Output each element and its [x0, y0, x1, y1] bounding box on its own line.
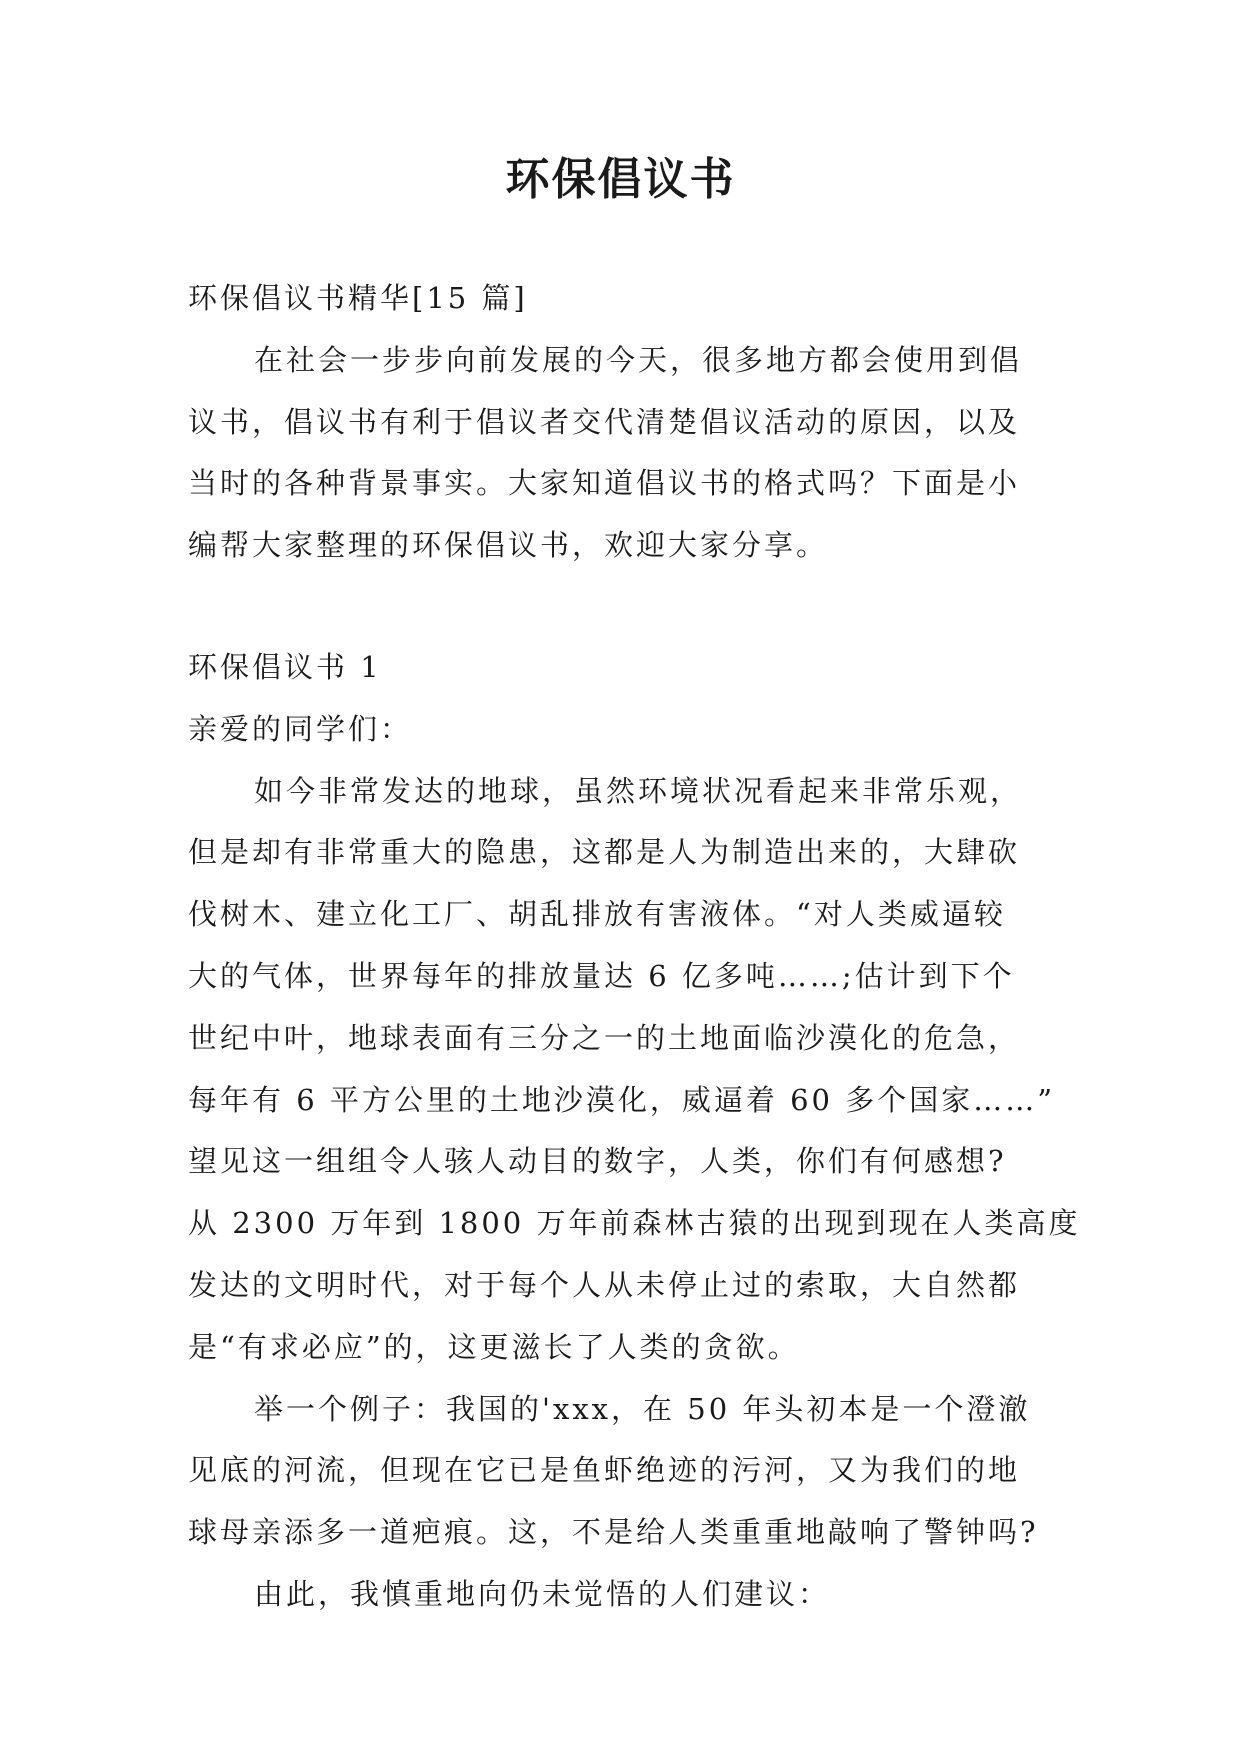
paragraph1-line: 如今非常发达的地球，虽然环境状况看起来非常乐观， [254, 773, 1023, 808]
paragraph1-line: 是“有求必应”的，这更滋长了人类的贪欲。 [188, 1329, 800, 1364]
document-subtitle: 环保倡议书精华[15 篇] [188, 281, 528, 315]
paragraph1-line: 世纪中叶，地球表面有三分之一的土地面临沙漠化的危急， [188, 1020, 1021, 1055]
paragraph2-line: 见底的河流，但现在它已是鱼虾绝迹的污河，又为我们的地 [188, 1453, 1021, 1488]
paragraph3-line: 由此，我慎重地向仍未觉悟的人们建议： [254, 1576, 831, 1611]
paragraph2-line: 举一个例子：我国的'xxx，在 50 年头初本是一个澄澈 [254, 1391, 1031, 1426]
paragraph1-line: 每年有 6 平方公里的土地沙漠化，威逼着 60 多个国家……” [188, 1082, 1056, 1117]
section-heading: 环保倡议书 1 [188, 649, 382, 684]
intro-line: 议书，倡议书有利于倡议者交代清楚倡议活动的原因，以及 [188, 404, 1021, 439]
paragraph1-line: 大的气体，世界每年的排放量达 6 亿多吨……;估计到下个 [188, 958, 1015, 993]
paragraph1-line: 望见这一组组令人骇人动目的数字，人类，你们有何感想? [188, 1144, 1007, 1179]
intro-line: 当时的各种背景事实。大家知道倡议书的格式吗？下面是小 [188, 466, 1021, 501]
paragraph1-line: 从 2300 万年到 1800 万年前森林古猿的出现到现在人类高度 [188, 1206, 1081, 1241]
paragraph2-line: 球母亲添多一道疤痕。这，不是给人类重重地敲响了警钟吗? [188, 1515, 1039, 1550]
paragraph1-line: 发达的文明时代，对于每个人从未停止过的索取，大自然都 [188, 1267, 1021, 1302]
salutation: 亲爱的同学们： [188, 711, 413, 746]
document-title: 环保倡议书 [505, 154, 736, 205]
document-body [188, 268, 1081, 1626]
paragraph-spacer [188, 577, 1054, 637]
paragraph1-line: 伐树木、建立化工厂、胡乱排放有害液体。“对人类威逼较 [188, 897, 1006, 932]
intro-line: 编帮大家整理的环保倡议书，欢迎大家分享。 [188, 528, 829, 563]
intro-line: 在社会一步步向前发展的今天，很多地方都会使用到倡 [254, 342, 1023, 377]
paragraph1-line: 但是却有非常重大的隐患，这都是人为制造出来的，大肆砍 [188, 835, 1021, 870]
